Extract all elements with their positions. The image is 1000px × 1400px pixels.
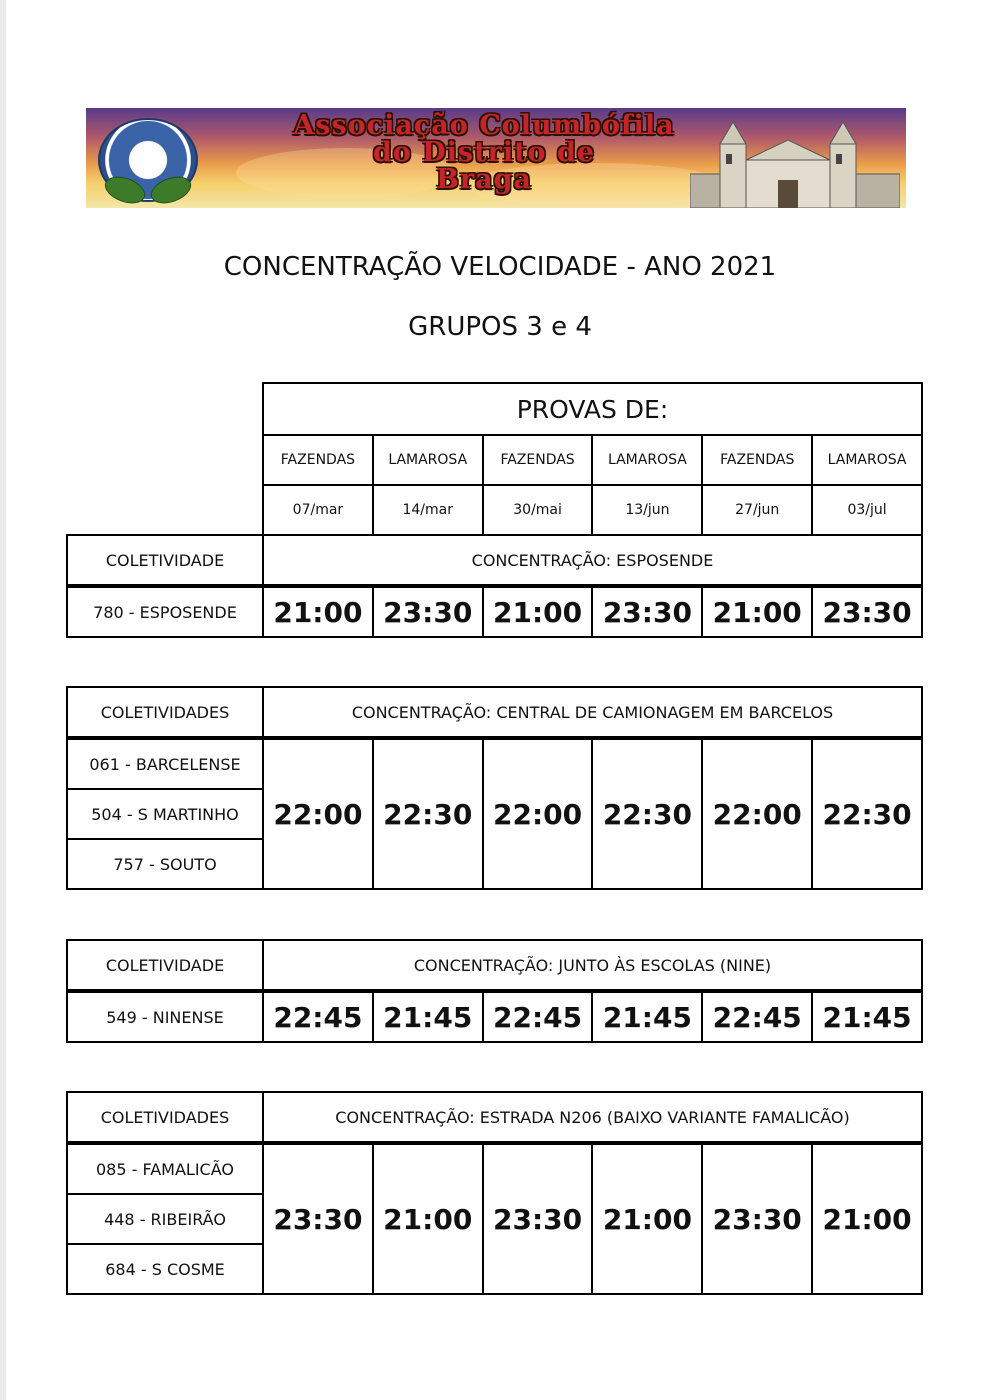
prova-place: FAZENDAS (702, 435, 812, 485)
concentration-time: 21:45 (592, 991, 702, 1042)
club-name: 448 - RIBEIRÃO (67, 1194, 263, 1244)
group-table-barcelos (66, 686, 923, 890)
concentration-time: 22:00 (483, 738, 593, 889)
association-banner (86, 108, 906, 208)
page-title: CONCENTRAÇÃO VELOCIDADE - ANO 2021 (223, 252, 777, 282)
concentration-time: 21:00 (592, 1143, 702, 1294)
group-location: CONCENTRAÇÃO: CENTRAL DE CAMIONAGEM EM BARCELOS (263, 687, 922, 738)
banner-title (204, 112, 764, 193)
provas-label: PROVAS DE: (263, 383, 922, 435)
concentration-time: 22:45 (702, 991, 812, 1042)
group-header: COLETIVIDADES (67, 687, 263, 738)
concentration-time: 23:30 (483, 1143, 593, 1294)
concentration-time: 22:30 (373, 738, 483, 889)
club-name: 504 - S MARTINHO (67, 789, 263, 839)
concentration-time: 22:00 (263, 738, 373, 889)
concentration-time: 21:45 (812, 991, 922, 1042)
club-name: 684 - S COSME (67, 1244, 263, 1294)
concentration-time: 21:45 (373, 991, 483, 1042)
prova-place: LAMAROSA (592, 435, 702, 485)
concentration-time: 22:45 (483, 991, 593, 1042)
association-seal-icon (98, 118, 198, 202)
concentration-time: 23:30 (263, 1143, 373, 1294)
club-name: 780 - ESPOSENDE (67, 586, 263, 637)
prova-place: LAMAROSA (373, 435, 483, 485)
banner-line-3: Braga (436, 164, 532, 195)
concentration-time: 21:00 (483, 586, 593, 637)
prova-date: 14/mar (373, 485, 483, 535)
concentration-time: 21:00 (373, 1143, 483, 1294)
prova-place: FAZENDAS (263, 435, 373, 485)
banner-line-1: Associação Columbófila (293, 110, 675, 141)
concentration-time: 23:30 (373, 586, 483, 637)
group-location: CONCENTRAÇÃO: ESPOSENDE (263, 535, 922, 586)
prova-date: 03/jul (812, 485, 922, 535)
group-location: CONCENTRAÇÃO: JUNTO ÀS ESCOLAS (NINE) (263, 940, 922, 991)
club-name: 757 - SOUTO (67, 839, 263, 889)
concentration-time: 22:30 (812, 738, 922, 889)
club-name: 061 - BARCELENSE (67, 738, 263, 789)
prova-date: 27/jun (702, 485, 812, 535)
concentration-time: 21:00 (702, 586, 812, 637)
concentration-time: 22:00 (702, 738, 812, 889)
group-header: COLETIVIDADES (67, 1092, 263, 1143)
prova-date: 30/mai (483, 485, 593, 535)
banner-line-2: do Distrito de (372, 137, 596, 168)
group-table-esposende (66, 534, 923, 638)
concentration-time: 22:30 (592, 738, 702, 889)
prova-date: 13/jun (592, 485, 702, 535)
prova-place: FAZENDAS (483, 435, 593, 485)
club-name: 549 - NINENSE (67, 991, 263, 1042)
group-table-nine (66, 939, 923, 1043)
group-header: COLETIVIDADE (67, 940, 263, 991)
group-table-famalicao (66, 1091, 923, 1295)
provas-table (262, 382, 923, 536)
concentration-time: 23:30 (592, 586, 702, 637)
concentration-time: 21:00 (812, 1143, 922, 1294)
concentration-time: 23:30 (702, 1143, 812, 1294)
page-edge (0, 0, 6, 1400)
page-subtitle: GRUPOS 3 e 4 (408, 312, 592, 342)
concentration-time: 21:00 (263, 586, 373, 637)
concentration-time: 22:45 (263, 991, 373, 1042)
prova-date: 07/mar (263, 485, 373, 535)
prova-place: LAMAROSA (812, 435, 922, 485)
concentration-time: 23:30 (812, 586, 922, 637)
group-location: CONCENTRAÇÃO: ESTRADA N206 (BAIXO VARIANTE FAMALICÃO) (263, 1092, 922, 1143)
group-header: COLETIVIDADE (67, 535, 263, 586)
church-icon (690, 114, 900, 208)
club-name: 085 - FAMALICÃO (67, 1143, 263, 1194)
